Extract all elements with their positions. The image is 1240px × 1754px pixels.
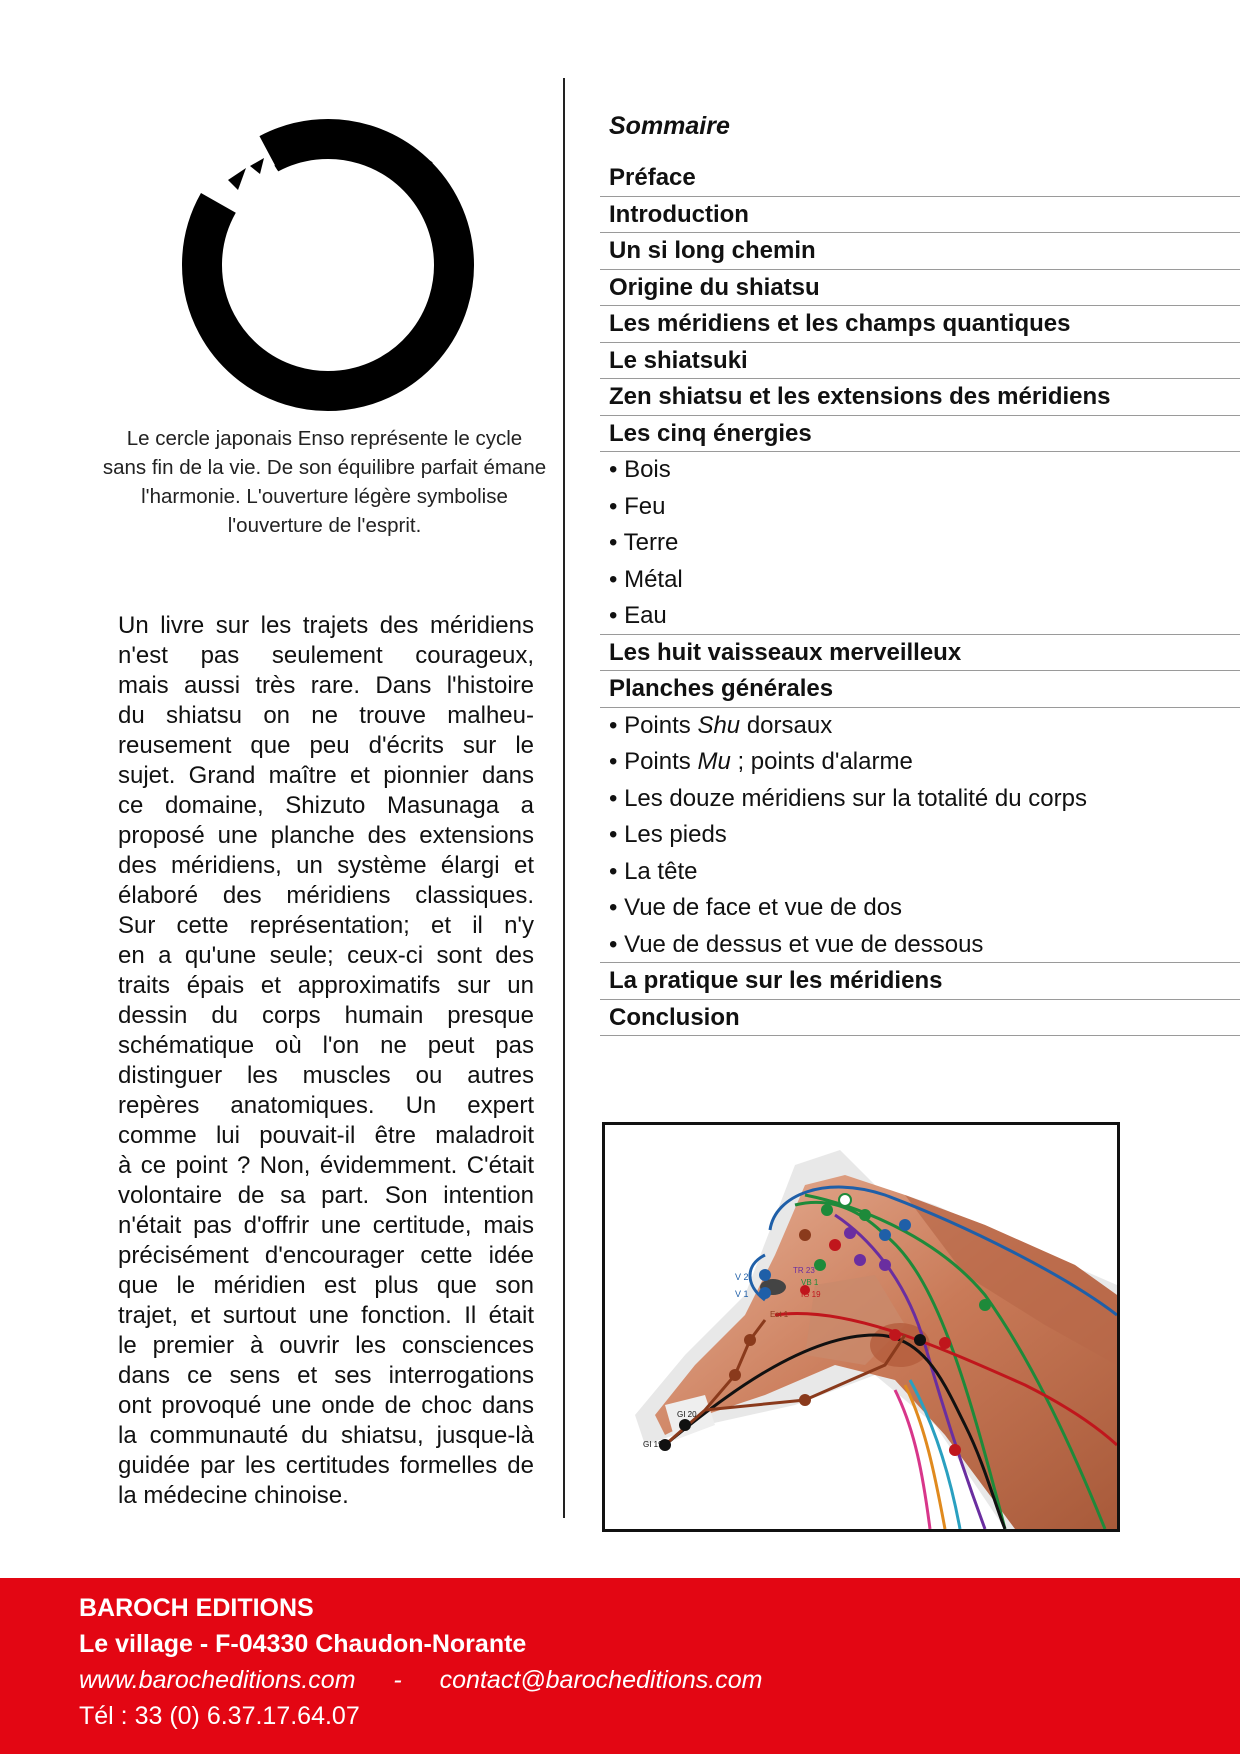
enso-caption — [92, 424, 557, 540]
toc-section-item: Le shiatsuki — [600, 343, 1240, 380]
publisher-phone: Tél : 33 (0) 6.37.17.64.07 — [79, 1702, 360, 1730]
paragraph-line: la médecine chinoise. — [118, 1482, 349, 1509]
enso-caption-line: sans fin de la vie. De son équilibre parfait émane — [102, 456, 547, 479]
toc-section-item: Conclusion — [600, 1000, 1240, 1037]
toc-subsection-item: • Bois — [609, 456, 671, 483]
paragraph-line: Sur cette représentation; et il n'y — [118, 912, 534, 939]
toc-section-item: La pratique sur les méridiens — [600, 963, 1240, 1000]
contact-separator: - — [393, 1666, 402, 1694]
enso-caption-line: l'ouverture de l'esprit. — [227, 514, 422, 537]
paragraph-line: à ce point ? Non, évidemment. C'était — [118, 1152, 534, 1179]
toc-subsection-item: • Vue de dessus et vue de dessous — [600, 927, 1240, 964]
paragraph-line: n'était pas d'offrir une certitude, mais — [118, 1212, 534, 1239]
paragraph-line: Un livre sur les trajets des méridiens — [118, 612, 534, 639]
paragraph-line: proposé une planche des extensions — [118, 822, 534, 849]
paragraph-line: du shiatsu on ne trouve malheu- — [118, 702, 534, 729]
publisher-footer — [0, 1578, 1240, 1754]
toc-section-item: Zen shiatsu et les extensions des méridiens — [600, 379, 1240, 416]
paragraph-line: distinguer les muscles ou autres — [118, 1062, 534, 1089]
paragraph-line: en a qu'une seule; ceux-ci sont des — [118, 942, 534, 969]
toc-item-text: dorsaux — [740, 711, 833, 739]
point-label: IG 19 — [801, 1290, 821, 1299]
enso-caption-line: l'harmonie. L'ouverture légère symbolise — [141, 485, 508, 508]
horse-meridian-figure — [602, 1122, 1120, 1532]
point-label: Est 1 — [770, 1310, 789, 1319]
paragraph-line: volontaire de sa part. Son intention — [118, 1182, 534, 1209]
toc-item-text: ; points d'alarme — [730, 748, 913, 775]
email-link[interactable]: contact@barocheditions.com — [439, 1666, 763, 1694]
toc-section-item: Préface — [600, 160, 1240, 197]
paragraph-line: précisément d'encourager cette idée — [118, 1242, 534, 1269]
point-label: VB 1 — [801, 1278, 819, 1287]
point-label: TR 23 — [793, 1266, 815, 1275]
point-label: V 1 — [735, 1289, 749, 1299]
toc-item-emphasis: Shu — [697, 711, 741, 739]
toc-subsection-item: • Métal — [609, 565, 683, 593]
enso-circle-icon — [168, 108, 488, 418]
paragraph-line: dans ce sens et ses interrogations — [118, 1362, 534, 1389]
toc-subsection-item — [600, 744, 1240, 781]
enso-caption-line: Le cercle japonais Enso représente le cycle — [126, 427, 523, 450]
toc-section-item: Les cinq énergies — [600, 416, 1240, 453]
toc-subsection-item: • Eau — [600, 598, 1240, 635]
toc-subsection-item: • Terre — [609, 529, 679, 556]
toc-section-item: Planches générales — [600, 671, 1240, 708]
point-label: GI 19 — [643, 1440, 663, 1449]
paragraph-line: dessin du corps humain presque — [118, 1002, 534, 1029]
toc-subsection-item: • Les pieds — [609, 821, 727, 848]
toc-subsection-item: • Feu — [609, 492, 666, 520]
paragraph-line: sujet. Grand maître et pionnier dans — [118, 762, 534, 789]
horse-head-meridians-illustration — [605, 1125, 1117, 1529]
paragraph-line: ont provoqué une onde de choc dans — [118, 1392, 534, 1419]
paragraph-line: que le méridien est plus que son — [118, 1272, 534, 1299]
website-link[interactable]: www.barocheditions.com — [79, 1666, 356, 1694]
paragraph-line: repères anatomiques. Un expert — [118, 1092, 534, 1119]
toc-subsection-item: • Vue de face et vue de dos — [609, 894, 903, 921]
paragraph-line: trajet, et surtout une fonction. Il était — [118, 1302, 534, 1329]
publisher-address: Le village - F-04330 Chaudon-Norante — [79, 1630, 527, 1658]
paragraph-line: le premier à ouvrir les consciences — [118, 1332, 534, 1359]
paragraph-line: ce domaine, Shizuto Masunaga a — [118, 792, 534, 819]
publisher-name: BAROCH EDITIONS — [79, 1594, 314, 1622]
toc-item-emphasis: Mu — [697, 748, 731, 775]
toc-item-text: • Points — [609, 711, 698, 739]
paragraph-line: comme lui pouvait-il être maladroit — [118, 1122, 534, 1149]
toc-section-item: Les huit vaisseaux merveilleux — [600, 635, 1240, 672]
paragraph-line: mais aussi très rare. Dans l'histoire — [118, 672, 534, 699]
toc-subsection-item: • Les douze méridiens sur la totalité du corps — [609, 784, 1087, 812]
toc-section-item: Introduction — [600, 197, 1240, 234]
column-divider — [563, 78, 565, 1518]
paragraph-line: reusement que peu d'écrits sur le — [118, 732, 534, 759]
point-label: V 2 — [735, 1272, 749, 1282]
paragraph-line: des méridiens, un système élargi et — [118, 852, 534, 879]
paragraph-line: schématique où l'on ne peut pas — [118, 1032, 534, 1059]
toc-section-item: Les méridiens et les champs quantiques — [600, 306, 1240, 343]
paragraph-line: la communauté du shiatsu, jusque-là — [118, 1422, 534, 1449]
toc-title: Sommaire — [609, 112, 730, 140]
point-label: GI 20 — [677, 1410, 697, 1419]
paragraph-line: élaboré des méridiens classiques. — [118, 882, 534, 909]
paragraph-line: traits épais et approximatifs sur un — [118, 972, 534, 999]
table-of-contents — [600, 160, 1240, 1036]
intro-paragraph — [118, 611, 534, 1511]
paragraph-line: n'est pas seulement courageux, — [118, 642, 534, 669]
toc-subsection-item — [600, 708, 1240, 745]
toc-item-text: • Points — [609, 748, 698, 775]
paragraph-line: guidée par les certitudes formelles de — [118, 1452, 534, 1479]
toc-section-item: Origine du shiatsu — [600, 270, 1240, 307]
toc-subsection-item: • La tête — [609, 857, 698, 885]
publisher-contact — [79, 1666, 762, 1695]
toc-section-item: Un si long chemin — [600, 233, 1240, 270]
